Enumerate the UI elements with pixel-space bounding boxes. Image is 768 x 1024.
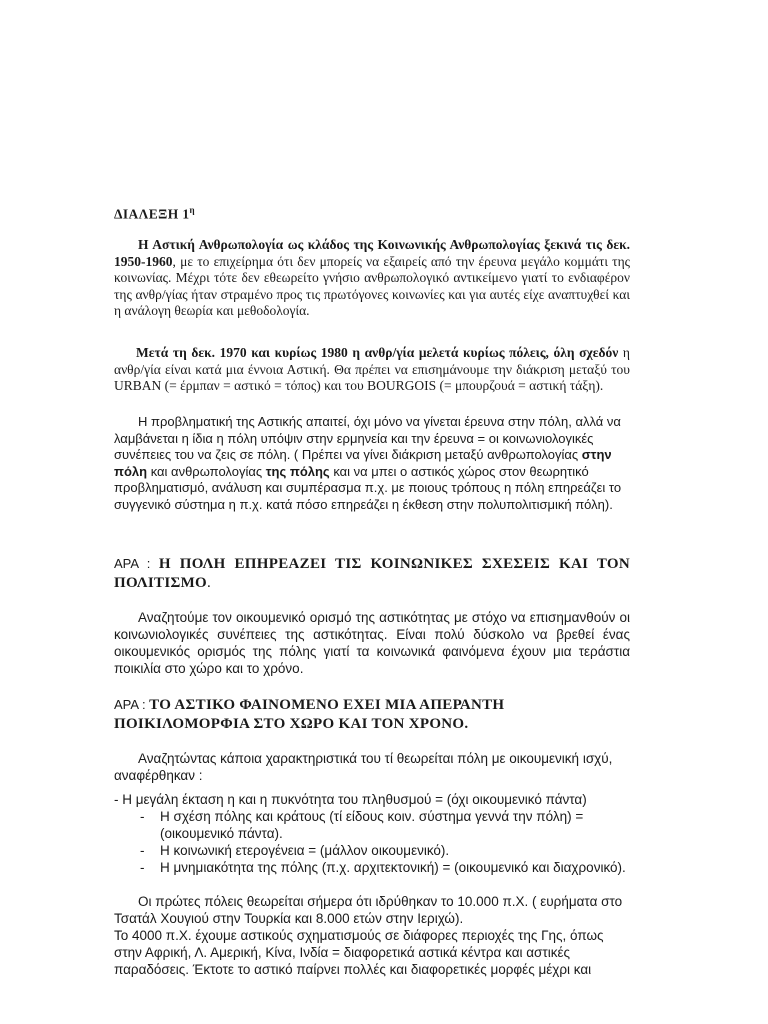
paragraph-problematic: Η προβληματική της Αστικής απαιτεί, όχι μόνο να γίνεται έρευνα στην πόλη, αλλά να λαμβάνεται η ίδια η πόλη υπόψιν στην ερμηνεία και την έρευνα = οι κοινωνιολογικές συνέπειες του να ζεις σε πόλη. ( Πρέπει να γίνει διάκριση μεταξύ ανθρωπολογίας στην πόλη και ανθρωπολογίας της πόλης και να μπει ο αστικός χώρος στον θεωρητικό προβληματισμό, ανάλυση και συμπέρασμα π.χ. με ποιους τρόπους η πόλη επηρεάζει το συγγενικό σύστημα η π.χ. κατά πόσο επηρεάζει η έκθεση στην πολυπολιτισμική πόλη). <box>114 414 622 512</box>
paragraph-first-cities: Οι πρώτες πόλεις θεωρείται σήμερα ότι ιδρύθηκαν το 10.000 π.Χ. ( ευρήματα στο Τσατάλ Χουγιού στην Τουρκία και 8.000 ετών στην Ιεριχώ). <box>114 894 623 926</box>
paragraph-intro: Η Αστική Ανθρωπολογία ως κλάδος της Κοινωνικής Ανθρωπολογίας ξεκινά τις δεκ. 1950-1960, με το επιχείρημα ότι δεν μπορείς να εξαιρείς από την έρευνα μεγάλο κομμάτι της κοινωνίας. Μέχρι τότε δεν εθεωρείτο γνήσιο ανθρωπολογικό αντικείμενο γιατί το ενδιαφέρον της ανθρ/γίας ήταν στραμένο προς τις πρωτόγονες κοινωνίες και για αυτές είχε αναπτυχθεί και η ανάλογη θεωρία και μεθοδολογία. <box>114 237 630 318</box>
lecture-heading: ΔΙΑΛΕΞΗ $1^\eta$ <box>114 205 196 222</box>
paragraph-4000bc: Το 4000 π.Χ. έχουμε αστικούς σχηματισμούς σε διάφορες περιοχές της Γης, όπως στην Αφρική, Λ. Αμερική, Κίνα, Ινδία = διαφορετικά αστικά κέντρα και αστικές παραδόσεις. Έκτοτε το αστικό παίρνει πολλές και διαφορετικές μορφές μέχρι και <box>114 928 604 977</box>
paragraph-characteristics: Αναζητώντας κάποια χαρακτηριστικά του τί θεωρείται πόλη με οικουμενική ισχύ, αναφέρθηκαν : <box>114 751 613 783</box>
list-item: - Η μνημιακότητα της πόλης (π.χ. αρχιτεκτονική) = (οικουμενικό και διαχρονικό). <box>140 860 626 875</box>
list-item: - Η κοινωνική ετερογένεια = (μάλλον οικουμενικό). <box>140 843 450 858</box>
paragraph-1970s: Μετά τη δεκ. 1970 και κυρίως 1980 η ανθρ/γία μελετά κυρίως πόλεις, όλη σχεδόν η ανθρ/γία είναι κατά μια έννοια Αστική. Θα πρέπει να επισημάνουμε την διάκριση μεταξύ του URBAN (= έρμπαν = αστικό = τόπος) και του BOURGOIS (= μπουρζουά = αστική τάξη). <box>114 345 630 393</box>
characteristics-list <box>114 791 630 876</box>
list-item-population: - Η μεγάλη έκταση η και η πυκνότητα του πληθυσμού = (όχι οικουμενικό πάντα) <box>114 792 587 807</box>
conclusion-urban-diversity: ΑΡΑ : ΤΟ ΑΣΤΙΚΟ ΦΑΙΝΟΜΕΝΟ ΕΧΕΙ ΜΙΑ ΑΠΕΡΑΝΤΗ ΠΟΙΚΙΛΟΜΟΡΦΙΑ ΣΤΟ ΧΩΡΟ ΚΑΙ ΤΟΝ ΧΡΟΝΟ. <box>114 697 505 732</box>
paragraph-universal-definition: Αναζητούμε τον οικουμενικό ορισμό της αστικότητας με στόχο να επισημανθούν οι κοινωνιολογικές συνέπειες της αστικότητας. Είναι πολύ δύσκολο να βρεθεί ένας οικουμενικός ορισμός της πόλης γιατί τα κοινωνικά φαινόμενα έχουν μια τεράστια ποικιλία στο χώρο και το χρόνο. <box>114 610 630 676</box>
conclusion-city-influence: ΑΡΑ : Η ΠΟΛΗ ΕΠΗΡΕΑΖΕΙ ΤΙΣ ΚΟΙΝΩΝΙΚΕΣ ΣΧΕΣΕΙΣ ΚΑΙ ΤΟΝ ΠΟΛΙΤΙΣΜΟ. <box>114 556 630 591</box>
list-item: - Η σχέση πόλης και κράτους (τί είδους κοιν. σύστημα γεννά την πόλη) = (οικουμενικό πάντα). <box>140 809 584 841</box>
